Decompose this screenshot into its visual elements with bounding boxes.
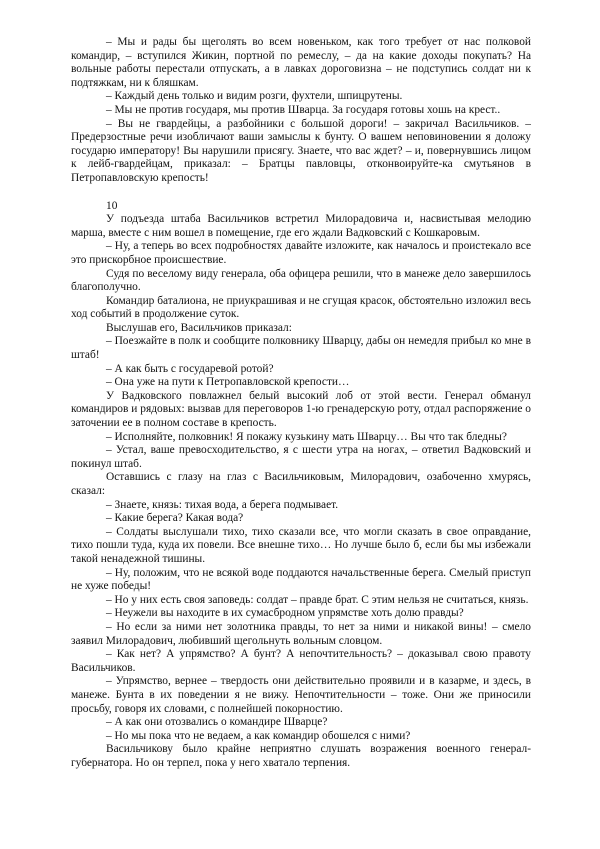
paragraph: Оставшись с глазу на глаз с Васильчиковым, Милорадович, озабоченно хмурясь, сказал: [71,471,531,497]
document-page [71,36,531,770]
paragraph: – Ну, а теперь во всех подробностях давайте изложите, как началось и проистекало все это прискорбное происшествие. [71,240,531,266]
paragraph: Васильчикову было крайне неприятно слушать возражения военного генерал-губернатора. Но он терпел, пока у него хватало терпения. [71,743,531,769]
paragraph: – Но мы пока что не ведаем, а как командир обошелся с ними? [106,729,411,742]
paragraph: – Упрямство, вернее – твердость они действительно проявили и в казарме, и здесь, в манеже. Бунта в их поведении я не вижу. Непочтительности – тоже. Они же приносили просьбу, говоря их словами, с полнейшей покорностию. [71,675,531,715]
paragraph: Судя по веселому виду генерала, оба офицера решили, что в манеже дело завершилось благополучно. [71,267,531,294]
paragraph: – Солдаты выслушали тихо, тихо сказали все, что могли сказать в свое оправдание, тихо пошли туда, куда их повели. Все внешне тихо… Но лучше было б, если бы мы избежали такой ненадежной тишины. [71,525,531,565]
paragraph: – Исполняйте, полковник! Я покажу кузькину мать Шварцу… Вы что так бледны? [106,430,507,443]
paragraph: – Но у них есть своя заповедь: солдат – правде брат. С этим нельзя не считаться, князь. [106,593,529,606]
paragraph: – Она уже на пути к Петропавловской крепости… [106,376,350,389]
paragraph: Командир баталиона, не приукрашивая и не сгущая красок, обстоятельно изложил весь ход событий в продолжение суток. [71,294,531,321]
paragraph: У Вадковского повлажнел белый высокий лоб от этой вести. Генерал обманул командиров и рядовых: вызвав для переговоров 1-ю гренадерскую роту, отдал распоряжение о заточении ее в полном составе в крепость. [71,389,531,430]
paragraph: – Мы не против государя, мы против Шварца. За государя готовы хошь на крест.. [106,103,501,116]
paragraph: – Каждый день только и видим розги, фухтели, шпицрутены. [106,90,403,103]
paragraph: – Неужели вы находите в их сумасбродном упрямстве хоть долю правды? [106,607,464,620]
paragraph: – А как они отозвались о командире Шварце? [106,716,328,729]
paragraph: – А как быть с государевой ротой? [106,362,274,375]
paragraph: – Какие берега? Какая вода? [106,512,244,525]
paragraph: – Мы и рады бы щеголять во всем новеньком, как того требует от нас полковой командир, – вступился Жикин, портной по ремеслу, – да на какие доходы покупать? На вольные работы перестали отпускать, а в лавках дороговизна – не подступись солдат ни к подтяжкам, ни к бляшкам. [71,36,531,89]
chapter-number: 10 [106,199,118,212]
paragraph: – Как нет? А упрямство? А бунт? А непочтительность? – доказывал свою правоту Васильчиков. [71,648,531,674]
paragraph: – Поезжайте в полк и сообщите полковнику Шварцу, дабы он немедля прибыл ко мне в штаб! [71,335,531,362]
paragraph: – Устал, ваше превосходительство, я с шести утра на ногах, – ответил Вадковский и покинул штаб. [71,444,531,470]
paragraph: – Вы не гвардейцы, а разбойники с большой дороги! – закричал Васильчиков. – Предерзостные речи изобличают ваши замыслы к бунту. О вашем неповиновении я доложу государю императору! Вы нарушили присягу. Знаете, что вас ждет? – и, повернувшись лицом к лейб-гвардейцам, приказал: – Братцы павловцы, отконвоируйте-ка смутьянов в Петропавловскую крепость! [71,117,531,184]
paragraph: Выслушав его, Васильчиков приказал: [106,321,292,334]
paragraph: – Ну, положим, что не всякой воде поддаются начальственные берега. Смелый приступ не хуже победы! [71,566,531,593]
paragraph: У подъезда штаба Васильчиков встретил Милорадовича и, насвистывая мелодию марша, вместе с ним вошел в помещение, где его ждали Вадковский с Кошкаровым. [71,213,531,239]
paragraph: – Но если за ними нет золотника правды, то нет за ними и никакой вины! – смело заявил Милорадович, любивший щегольнуть вольным словцом. [71,620,531,647]
paragraph: – Знаете, князь: тихая вода, а берега подмывает. [106,498,339,511]
